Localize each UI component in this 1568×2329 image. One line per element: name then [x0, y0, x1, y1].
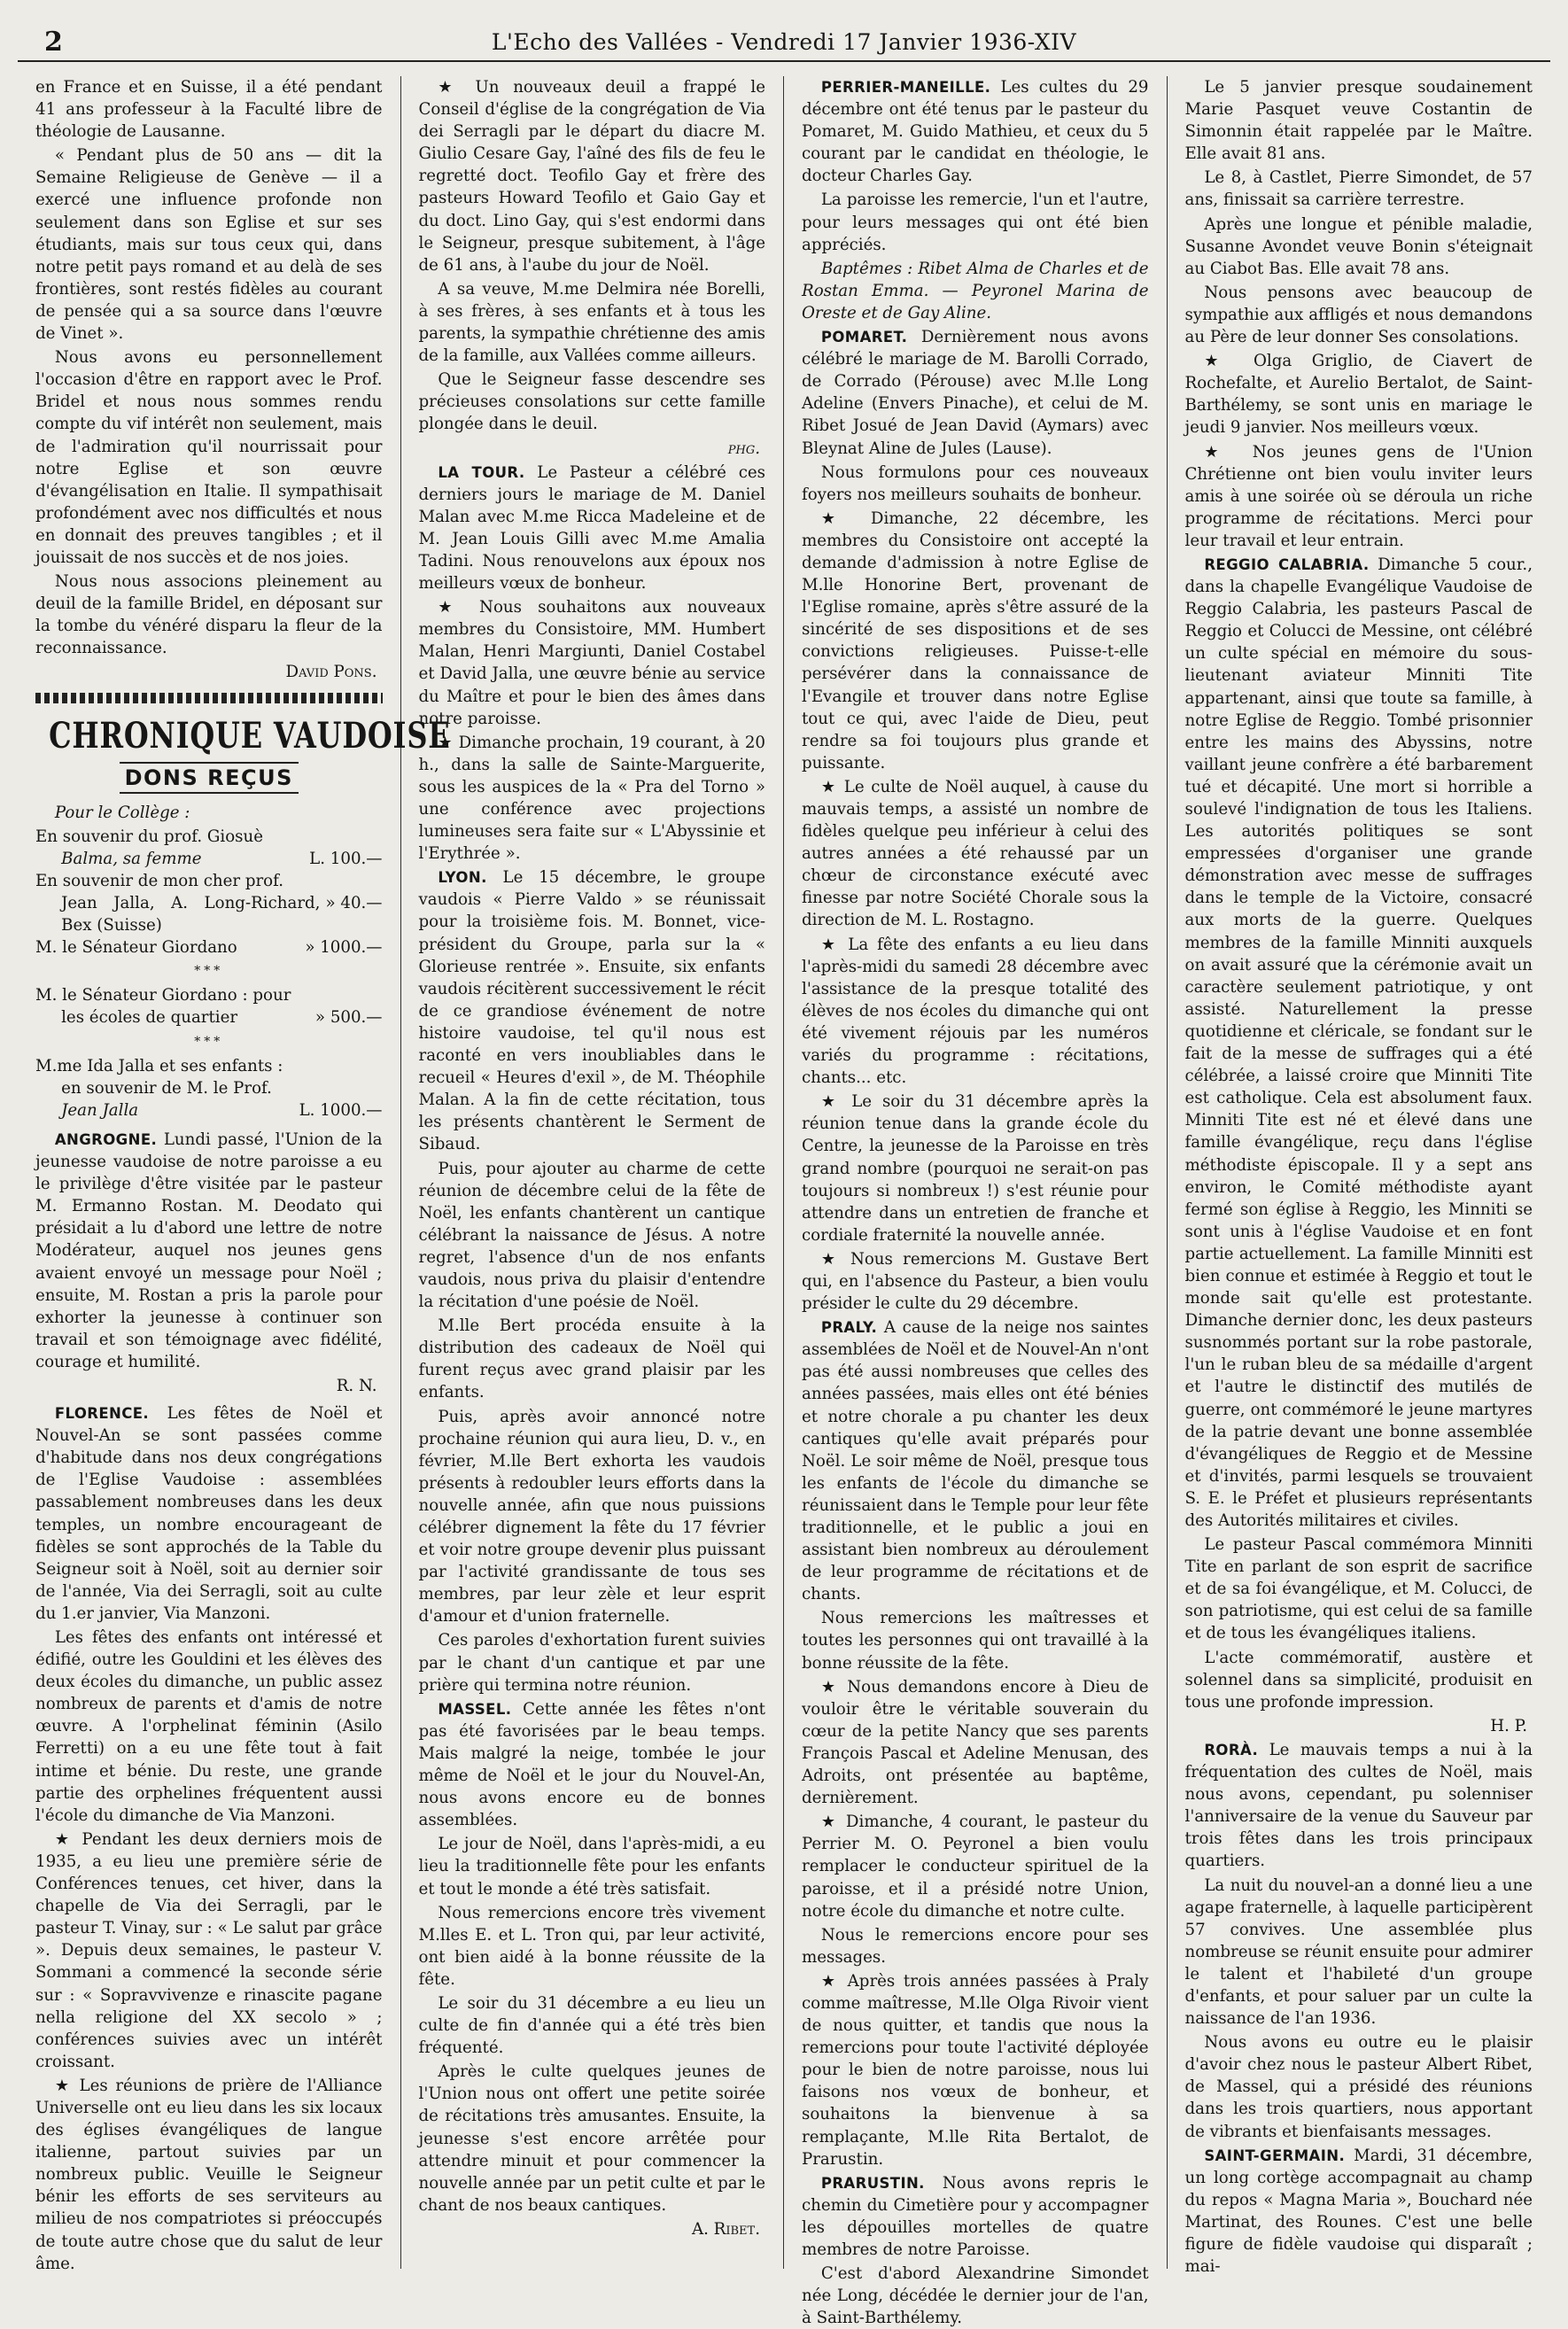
signature: phg.	[727, 439, 760, 458]
paragraph: Puis, pour ajouter au charme de cette réunion de décembre celui de la fête de Noël, les enfants chantèrent un cantique célébrant la naissance de Jésus. A notre regret, l'absence d'un de nos enfants vaudois, nous priva du plaisir d'entendre la récitation d'une poésie de Noël.	[418, 1159, 765, 1312]
paragraph: Puis, après avoir annoncé notre prochaine réunion qui aura lieu, D. v., en février, M.lle Bert exhorta les vaudois présents à redoubler leurs efforts dans la nouvelle année, afin que nous puissions célébrer dignement la fête du 17 février et voir notre groupe devenir plus puissant par l'activité grandissante de tous ses membres, par leur zèle et leur esprit d'amour et d'union fraternelle.	[418, 1407, 765, 1626]
signature: H. P.	[1490, 1716, 1527, 1735]
separator-stars: ***	[194, 1034, 224, 1049]
don-entry: En souvenir du prof. Giosuè Balma, sa femme L. 100.—	[35, 827, 383, 868]
article-massel: MASSEL. Cette année les fêtes n'ont pas été favorisées par le beau temps. Mais malgré la neige, tombée le jour même de Noël et le jour du Nouvel-An, nous avons encore eu de bonnes assemblées.	[418, 1699, 765, 1830]
column-3	[784, 76, 1168, 2328]
paragraph: Nous avons eu outre eu le plaisir d'avoir chez nous le pasteur Albert Ribet, de Massel, qui a présidé des réunions dans les trois quartiers, nous apportant de vibrants et bienfaisants messages.	[1184, 2033, 1533, 2141]
paragraph: L'acte commémoratif, austère et solennel dans sa simplicité, produisit en tous une profonde impression.	[1184, 1648, 1533, 1712]
article-perrier-maneille: PERRIER-MANEILLE. Les cultes du 29 décembre ont été tenus par le pasteur du Pomaret, M. Guido Mathieu, et ceux du 5 courant par le candidat en théologie, le docteur Charles Gay.	[802, 78, 1149, 186]
paragraph: ★ Nous remercions M. Gustave Bert qui, en l'absence du Pasteur, a bien voulu présider le culte du 29 décembre.	[802, 1249, 1149, 1314]
paragraph: ★ Le culte de Noël auquel, à cause du mauvais temps, a assisté un nombre de fidèles quelque peu inférieur à celui des autres années a été rehaussé par un chœur de circonstance exécuté avec finesse par notre Société Chorale sous la direction de M. L. Rostagno.	[802, 777, 1149, 930]
column-4	[1168, 76, 1551, 2277]
signature: David Pons.	[285, 663, 377, 682]
column-1	[18, 76, 451, 2273]
article-lyon: LYON. Le 15 décembre, le groupe vaudois « Pierre Valdo » se réunissait pour la troisième fois. M. Bonnet, vice-président du Groupe, parla sur la « Glorieuse rentrée ». Ensuite, six enfants vaudois récitèrent successivement le récit de ce grandiose événement de notre histoire vaudoise, tel qu'il nous est raconté en vers inoubliables dans le recueil « Heures d'exil », de M. Théophile Malan. A la fin de cette récitation, tous les présents chantèrent le Serment de Sibaud.	[418, 868, 765, 1154]
paragraph: ★ Dimanche prochain, 19 courant, à 20 h., dans la salle de Sainte-Marguerite, sous les auspices de la « Pra del Torno » une conférence avec projections lumineuses sera faite sur « L'Abyssinie et l'Erythrée ».	[418, 733, 765, 864]
article-pomaret: POMARET. Dernièrement nous avons célébré le mariage de M. Barolli Corrado, de Corrado (Pérouse) avec M.lle Long Adeline (Envers Pinache), et celui de M. Ribet Josué de Jean David (Aymars) avec Bleynat Aline de Jules (Lause).	[802, 328, 1149, 458]
don-entry: M.me Ida Jalla et ses enfants : en souvenir de M. le Prof. Jean Jalla L. 1000.—	[35, 1056, 383, 1120]
paragraph: Nous nous associons pleinement au deuil de la famille Bridel, en déposant sur la tombe du vénéré disparu la fleur de la reconnaissance.	[35, 572, 383, 658]
paragraph: « Pendant plus de 50 ans — dit la Semaine Religieuse de Genève — il a exercé une influence profonde non seulement dans son Eglise et sur ses étudiants, mais sur tous ceux qui, dans notre petit pays romand et au delà de ses frontières, sont restés fidèles au courant de pensée qui a sa source dans l'œuvre de Vinet ».	[35, 146, 383, 344]
signature: A. Ribet.	[691, 2219, 760, 2239]
paragraph: ★ Nous souhaitons aux nouveaux membres du Consistoire, MM. Humbert Malan, Henri Margiunti, Daniel Costabel et David Jalla, une œuvre bénie au service du Maître et pour le bien des âmes dans notre paroisse.	[418, 598, 765, 728]
paragraph: ★ Dimanche, 4 courant, le pasteur du Perrier M. O. Peyronel a bien voulu remplacer le conducteur spirituel de la paroisse, et il a présidé notre Union, notre école du dimanche et notre culte.	[802, 1813, 1149, 1921]
article-florence: FLORENCE. Les fêtes de Noël et Nouvel-An se sont passées comme d'habitude dans nos deux congrégations de l'Eglise Vaudoise : assemblées passablement nombreuses dans les deux temples, un nombre encourageant de fidèles se sont approchés de la Table du Seigneur soit à Noël, soit au dernier soir de l'année, Via dei Serragli, soit au culte du 1.er janvier, Via Manzoni.	[35, 1404, 383, 1623]
column-2	[401, 76, 785, 2269]
paragraph: Le soir du 31 décembre a eu lieu un culte de fin d'année qui a été très bien fréquenté.	[418, 1993, 765, 2058]
paragraph: Nous avons eu personnellement l'occasion d'être en rapport avec le Prof. Bridel et nous nous sommes rendu compte du vif intérêt non seulement, mais de l'admiration qu'il nourrissait pour notre Eglise et son œuvre d'évangélisation en Italie. Il sympathisait profondément avec nos difficultés et nous en donnait des preuves tangibles ; et il jouissait de nos succès et de nos joies.	[35, 348, 383, 567]
paragraph: ★ Pendant les deux derniers mois de 1935, a eu lieu une première série de Conférences tenues, cet hiver, dans la chapelle de Via dei Serragli, par le pasteur T. Vinay, sur : « Le salut par grâce ». Depuis deux semaines, le pasteur V. Sommani a commencé la seconde série sur : « Sopravvivenze e rinascite pagane nella religione del XX secolo » ; conférences suivies avec un intérêt croissant.	[35, 1829, 383, 2071]
page-number: 2	[44, 26, 63, 58]
paragraph: ★ Le soir du 31 décembre après la réunion tenue dans la grande école du Centre, la jeunesse de la Paroisse en très grand nombre (pourquoi ne serait-on pas toujours si nombreux !) s'est réunie pour attendre dans un entretien de franche et cordiale fraternité la nouvelle année.	[802, 1092, 1149, 1245]
article-angrogne: ANGROGNE. Lundi passé, l'Union de la jeunesse vaudoise de notre paroisse a eu le privilège d'être visitée par le pasteur M. Ermanno Rostan. M. Deodato qui présidait a lu d'abord une lettre de notre Modérateur, auquel nos jeunes gens avaient envoyé un message pour Noël ; ensuite, M. Rostan a pris la parole pour exhorter la jeunesse à continuer son travail et son témoignage avec fidélité, courage et humilité.	[35, 1130, 383, 1371]
paragraph: Ces paroles d'exhortation furent suivies par le chant d'un cantique et par une prière qui termina notre réunion.	[418, 1631, 765, 1695]
paragraph: La nuit du nouvel-an a donné lieu a une agape fraternelle, à laquelle participèrent 57 convives. Une assemblée plus nombreuse se réunit ensuite pour admirer le talent et l'habileté d'un groupe d'enfants, et pour saluer par un culte la naissance de l'an 1936.	[1184, 1875, 1533, 2029]
don-entry: En souvenir de mon cher prof. Jean Jalla, A. Long-Richard, Bex (Suisse) » 40.—	[35, 871, 383, 935]
signature: R. N.	[336, 1376, 377, 1395]
paragraph: Nous remercions les maîtresses et toutes les personnes qui ont travaillé à la bonne réussite de la fête.	[802, 1609, 1149, 1673]
paragraph: Le jour de Noël, dans l'après-midi, a eu lieu la traditionnelle fête pour les enfants et tout le monde a été très satisfait.	[418, 1835, 765, 1898]
paragraph: Après une longue et pénible maladie, Susanne Avondet veuve Bonin s'éteignait au Ciabot Bas. Elle avait 78 ans.	[1184, 214, 1533, 278]
article-praly: PRALY. A cause de la neige nos saintes assemblées de Noël et de Nouvel-An n'ont pas été aussi nombreuses que celles des années passées, mais elles ont été bénies et notre chorale a pu chanter les deux cantiques qu'elle avait préparés pour Noël. Le soir même de Noël, presque tous les enfants de l'école du dimanche se réunissaient dans le Temple pour leur fête traditionnelle, et le public a joui en assistant bien nombreux au déroulement de leur programme de récitations et de chants.	[802, 1318, 1149, 1604]
paragraph: Nous le remercions encore pour ses messages.	[802, 1925, 1149, 1967]
paragraph: ★ Un nouveaux deuil a frappé le Conseil d'église de la congrégation de Via dei Serragli par le départ du diacre M. Giulio Cesare Gay, l'aîné des fils de feu le regretté doct. Teofilo Gay et frère des pasteurs Howard Teofilo et Gaio Gay et du doct. Lino Gay, qui s'est endormi dans le Seigneur, presque subitement, à l'âge de 61 ans, à l'aube du jour de Noël.	[418, 78, 765, 275]
paragraph: Les fêtes des enfants ont intéressé et édifié, outre les Gouldini et les élèves des deux écoles du dimanche, un public assez nombreux de parents et d'amis de notre œuvre. A l'orphelinat féminin (Asilo Ferretti) on a eu une fête tout à fait intime et bénie. Du reste, une grande partie des orphelines fréquentent aussi l'école du dimanche de Via Manzoni.	[35, 1628, 383, 1825]
separator-stars: ***	[194, 964, 224, 979]
paragraph: ★ La fête des enfants a eu lieu dans l'après-midi du samedi 28 décembre avec l'assistance de la presque totalité des élèves de nos écoles du dimanche qui ont été vivement réjouis par les numéros variés du programme : récitations, chants... etc.	[802, 935, 1149, 1088]
paragraph: Nous pensons avec beaucoup de sympathie aux affligés et nous demandons au Père de leur donner Ses consolations.	[1184, 283, 1533, 347]
paragraph: Le 8, à Castlet, Pierre Simondet, de 57 ans, finissait sa carrière terrestre.	[1184, 168, 1533, 210]
paragraph: ★ Après trois années passées à Praly comme maîtresse, M.lle Olga Rivoir vient de nous quitter, et tandis que nous la remercions pour toute l'activité déployée pour le bien de notre paroisse, nous lui faisons nos vœux de bonheur, et souhaitons la bienvenue à sa remplaçante, M.lle Rita Bertalot, de Prarustin.	[802, 1971, 1149, 2169]
dons-heading: Pour le Collège :	[54, 803, 190, 822]
paragraph: ★ Olga Griglio, de Ciavert de Rochefalte, et Aurelio Bertalot, de Saint-Barthélemy, se sont unis en mariage le jeudi 9 janvier. Nos meilleurs vœux.	[1184, 352, 1533, 438]
paragraph: ★ Nos jeunes gens de l'Union Chrétienne ont bien voulu inviter leurs amis à une soirée où se déroula un riche programme de récitations. Merci pour leur travail et leur entrain.	[1184, 442, 1533, 550]
article-prarustin: PRARUSTIN. Nous avons repris le chemin du Cimetière pour y accompagner les dépouilles mortelles de quatre membres de notre Paroisse.	[802, 2173, 1149, 2259]
paragraph: Nous remercions encore très vivement M.lles E. et L. Tron qui, par leur activité, ont bien aidé à la bonne réussite de la fête.	[418, 1903, 765, 1989]
paragraph: Le 5 janvier presque soudainement Marie Pasquet veuve Costantin de Simonnin était rappelée par le Maître. Elle avait 81 ans.	[1184, 78, 1533, 164]
paragraph: C'est d'abord Alexandrine Simondet née Long, décédée le dernier jour de l'an, à Saint-Barthélemy.	[802, 2264, 1149, 2328]
paragraph: en France et en Suisse, il a été pendant 41 ans professeur à la Faculté libre de théologie de Lausanne.	[35, 78, 383, 142]
paragraph: Le pasteur Pascal commémora Minniti Tite en parlant de son esprit de sacrifice et de sa foi évangélique, et M. Colucci, de son patriotisme, qui est celui de sa famille et de tous les évangéliques italiens.	[1184, 1535, 1533, 1643]
paragraph: Baptêmes : Ribet Alma de Charles et de Rostan Emma. — Peyronel Marina de Oreste et de Gay Aline.	[802, 259, 1149, 322]
dons-title: DONS REÇUS	[35, 767, 383, 789]
don-entry: M. le Sénateur Giordano » 1000.—	[35, 938, 383, 958]
section-title: CHRONIQUE VAUDOISE	[49, 714, 451, 757]
paragraph: A sa veuve, M.me Delmira née Borelli, à ses frères, à ses enfants et à tous les parents, la sympathie chrétienne des amis de la famille, aux Vallées comme ailleurs.	[418, 279, 765, 366]
page-header	[18, 23, 1550, 62]
don-entry: M. le Sénateur Giordano : pour les écoles de quartier » 500.—	[35, 986, 383, 1028]
paragraph: Nous formulons pour ces nouveaux foyers nos meilleurs souhaits de bonheur.	[802, 462, 1149, 504]
paragraph: Après le culte quelques jeunes de l'Union nous ont offert une petite soirée de récitations très amusantes. Ensuite, la jeunesse s'est encore arrêtée pour attendre minuit et pour commencer la nouvelle année par un petit culte et par le chant de nos beaux cantiques.	[418, 2062, 765, 2215]
paragraph: La paroisse les remercie, l'un et l'autre, pour leurs messages qui ont été bien appréciés.	[802, 190, 1149, 254]
article-saint-germain: SAINT-GERMAIN. Mardi, 31 décembre, un long cortège accompagnait au champ du repos « Magna Maria », Bouchard née Martinat, des Rounes. C'est une belle figure de fidèle vaudoise qui disparaît ; mai-	[1184, 2146, 1533, 2277]
article-rora: RORÀ. Le mauvais temps a nui à la fréquentation des cultes de Noël, mais nous avons, cependant, pu solenniser l'anniversaire de la venue du Sauveur par trois fêtes dans les trois principaux quartiers.	[1184, 1740, 1533, 1871]
paragraph: M.lle Bert procéda ensuite à la distribution des cadeaux de Noël qui furent reçus avec grand plaisir par les enfants.	[418, 1316, 765, 1402]
article-reggio-calabria: REGGIO CALABRIA. Dimanche 5 cour., dans la chapelle Evangélique Vaudoise de Reggio Calabria, les pasteurs Pascal de Reggio et Colucci de Messine, ont célébré un culte spécial en mémoire du sous-lieutenant aviateur Minniti Tite appartenant, ainsi que toute sa famille, à notre Eglise de Reggio. Tombé prisonnier entre les mains des Abyssins, notre vaillant jeune confrère a été barbarement tué et décapité. Une mort si horrible a soulevé l'indignation de tous les Italiens. Les autorités politiques se sont empressées d'organiser une grande démonstration avec messe de suffrages dans le temple de la Victoire, consacré aux morts de la guerre. Quelques membres de la famille Minniti auxquels on avait assuré que la cérémonie avait un caractère seulement patriotique, y ont assisté. Naturellement la presse quotidienne et cléricale, se fondant sur le fait de la messe de suffrages qui a été célébrée, a laissé croire que Minniti Tite est catholique. Cela est absolument faux. Minniti Tite est né et élevé dans une famille évangélique, reçu dans l'église méthodiste épiscopale. Il y a sept ans environ, le Comité méthodiste ayant fermé son église à Reggio, les Minniti se sont unis à l'église Vaudoise et en font partie actuellement. La famille Minniti est bien connue et estimée à Reggio et tout le monde sait qu'elle est protestante. Dimanche dernier donc, les deux pasteurs susnommés portant sur la robe pastorale, l'un le ruban bleu de sa médaille d'argent et l'autre le distinctif des mutilés de guerre, ont commémoré le jeune martyres de la patrie devant une bonne assemblée d'évangéliques de Reggio et de Messine et d'invités, parmi lesquels se trouvaient S. E. le Préfet et plusieurs représentants des Autorités militaires et civiles.	[1184, 555, 1533, 1530]
paragraph: ★ Les réunions de prière de l'Alliance Universelle ont eu lieu dans les six locaux des églises évangéliques de langue italienne, partout suivies par un nombreux public. Veuille le Seigneur bénir les efforts de ses serviteurs au milieu de nos compatriotes si préoccupés de toute autre chose que du salut de leur âme.	[35, 2076, 383, 2273]
ornamental-divider	[35, 693, 383, 703]
paragraph: Que le Seigneur fasse descendre ses précieuses consolations sur cette famille plongée dans le deuil.	[418, 370, 765, 434]
columns	[18, 76, 1550, 2328]
paragraph: ★ Nous demandons encore à Dieu de vouloir être le véritable souverain du cœur de la petite Nancy que ses parents François Pascal et Adeline Menusan, des Adroits, ont présentée au baptême, dernièrement.	[802, 1677, 1149, 1808]
article-la-tour: LA TOUR. Le Pasteur a célébré ces derniers jours le mariage de M. Daniel Malan avec M.me Ricca Madeleine et de M. Jean Louis Gilli avec M.me Amalia Tadini. Nous renouvelons aux époux nos meilleurs vœux de bonheur.	[418, 462, 765, 594]
running-head: L'Echo des Vallées - Vendredi 17 Janvier 1936-XIV	[491, 28, 1077, 55]
paragraph: ★ Dimanche, 22 décembre, les membres du Consistoire ont accepté la demande d'admission à notre Eglise de M.lle Honorine Bert, provenant de l'Eglise romaine, après s'être assuré de la sincérité de ses dispositions et de ses convictions religieuses. Puisse-t-elle persévérer dans la connaissance de l'Evangile et trouver dans notre Eglise tout ce qui, avec l'aide de Dieu, peut rendre sa foi toujours plus grande et puissante.	[802, 508, 1149, 772]
